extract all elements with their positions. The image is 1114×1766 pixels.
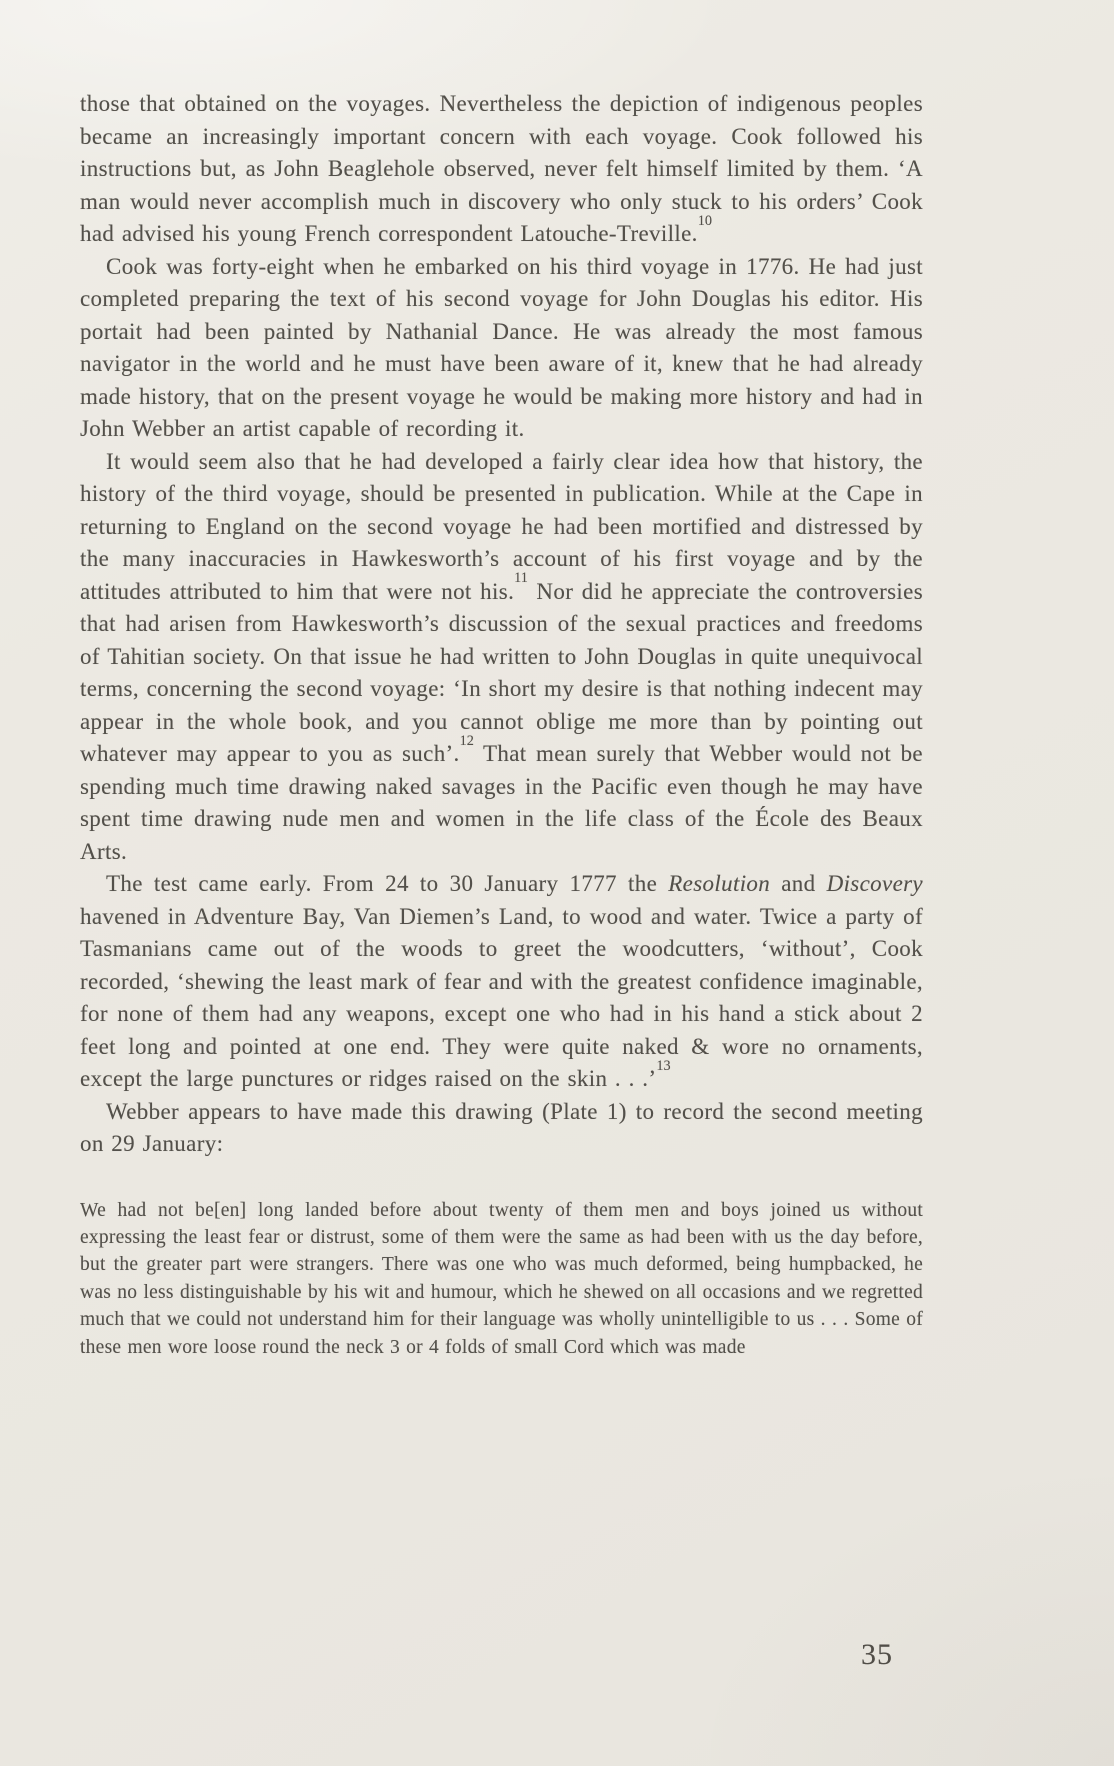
body-paragraph — [80, 446, 923, 869]
footnote-reference: 10 — [697, 212, 713, 229]
italic-text: Discovery — [826, 871, 923, 896]
page-number: 35 — [861, 1638, 893, 1671]
italic-text: Resolution — [668, 871, 771, 896]
block-quote — [80, 1197, 923, 1361]
text-run: The test came early. From 24 to 30 January 1777 the — [106, 871, 669, 896]
text-run: Webber appears to have made this drawing (Plate 1) to record the second meeting on 29 January: — [80, 1098, 923, 1156]
text-run: We had not be[en] long landed before about twenty of them men and boys joined us without expressing the least fear or distrust, some of them were the same as had been with us the day before, but the greater part were strangers. There was one who was much deformed, being humpbacked, he was no less distinguishable by his wit and humour, which he shewed on all occasions and we regretted much that we could not understand him for their language was wholly unintelligible to us . . . Some of these men wore loose round the neck 3 or 4 folds of small Cord which was made — [80, 1199, 923, 1358]
body-paragraph — [80, 1096, 923, 1161]
text-run: havened in Adventure Bay, Van Diemen’s Land, to wood and water. Twice a party of Tasmanians came out of the woods to greet the woodcutters, ‘without’, Cook recorded, ‘shewing the least mark of fear and with the greatest confidence imaginable, for none of them had any weapons, except one who had in his hand a stick about 2 feet long and pointed at one end. They were quite naked & wore no ornaments, except the large punctures or ridges raised on the skin . . .’ — [80, 903, 923, 1091]
text-run: That mean surely that Webber would not be spending much time drawing naked savages in the Pacific even though he may have spent time drawing nude men and women in the life class of the École des Beaux Arts. — [80, 741, 923, 864]
footnote-reference: 11 — [514, 570, 528, 587]
body-paragraph — [80, 868, 923, 1096]
text-run: It would seem also that he had developed a fairly clear idea how that history, the history of the third voyage, should be presented in publication. While at the Cape in returning to England on the second voyage he had been mortified and distressed by the many inaccuracies in Hawkesworth’s account of his first voyage and by the attitudes attributed to him that were not his. — [80, 448, 923, 604]
body-paragraph — [80, 88, 923, 251]
text-run: and — [770, 871, 827, 896]
text-run: Cook was forty-eight when he embarked on his third voyage in 1776. He had just completed preparing the text of his second voyage for John Douglas his editor. His portait had been painted by Nathanial Dance. He was already the most famous navigator in the world and he must have been aware of it, knew that he had already made history, that on the present voyage he would be making more history and had in John Webber an artist capable of recording it. — [80, 253, 923, 441]
footnote-reference: 12 — [459, 732, 474, 749]
footnote-reference: 13 — [656, 1057, 671, 1074]
text-run: Nor did he appreciate the controversies that had arisen from Hawkesworth’s discussion of the sexual practices and freedoms of Tahitian society. On that issue he had written to John Douglas in quite unequivocal terms, concerning the second voyage: ‘In short my desire is that nothing indecent may appear in the whole book, and you cannot oblige me more than by pointing out whatever may appear to you as such’. — [80, 578, 923, 766]
text-run: those that obtained on the voyages. Nevertheless the depiction of indigenous peoples became an increasingly important concern with each voyage. Cook followed his instructions but, as John Beaglehole observed, never felt himself limited by them. ‘A man would never accomplish much in discovery who only stuck to his orders’ Cook had advised his young French correspondent Latouche-Treville. — [80, 91, 923, 246]
body-paragraph — [80, 251, 923, 446]
text-block — [80, 88, 923, 1361]
